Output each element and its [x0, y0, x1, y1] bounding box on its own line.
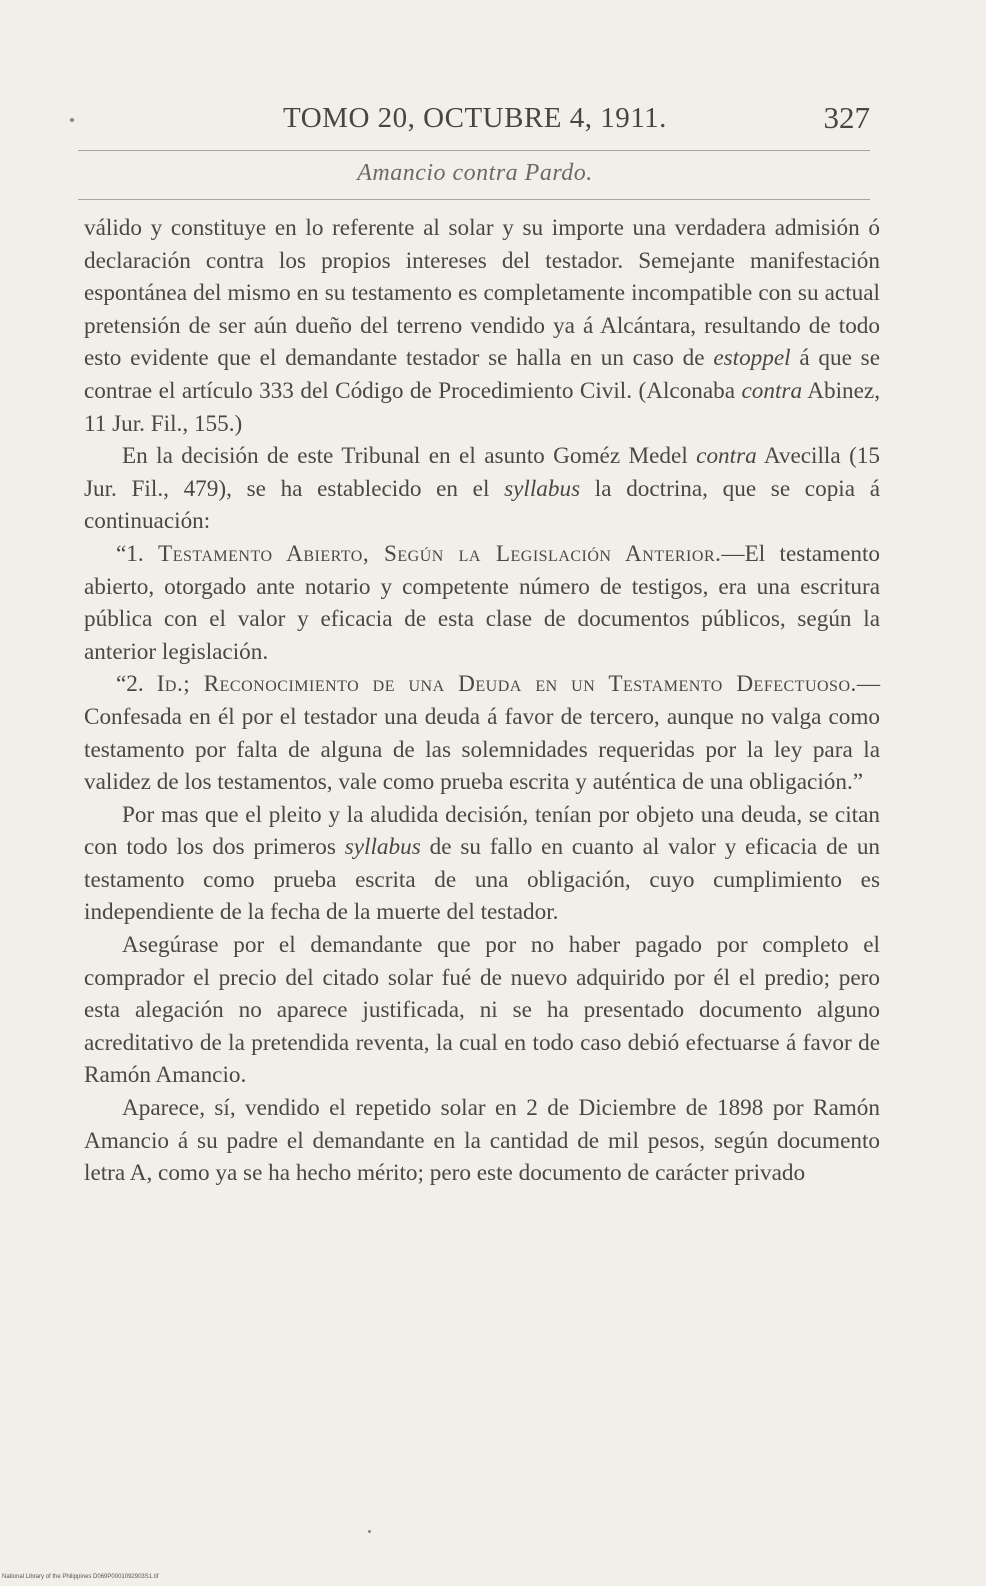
syllabus-item-1: [84, 538, 880, 668]
paragraph-6: [84, 929, 880, 1092]
paragraph-1-italic-b: contra: [741, 377, 803, 404]
paragraph-5: [84, 799, 880, 929]
page-number: 327: [823, 100, 870, 135]
running-head: [80, 100, 870, 142]
syllabus-item-2-number: “2.: [116, 671, 157, 698]
running-title: TOMO 20, OCTUBRE 4, 1911.: [283, 102, 667, 134]
paragraph-5-text-b: de su fallo en cuanto al valor y eficacia de un testamento como prueba escrita de una obligación, cuyo cumplimiento es independiente de la fecha de la muerte del testador.: [84, 834, 881, 926]
case-title: Amancio contra Pardo.: [357, 160, 593, 186]
paragraph-5-text-a: Por mas que el pleito y la aludida decisión, tenían por objeto una deuda, se citan con todo los dos primeros: [84, 801, 880, 861]
syllabus-item-2-heading: Id.; Reconocimiento de una Deuda en un Testamento Defectuoso.: [156, 671, 857, 698]
paragraph-1-text-a: válido y constituye en lo referente al solar y su importe una verdadera admisión ó declaración contra los propios intereses del testador. Semejante manifestación espontánea del mismo en su testamento es completamente incompatible con su actual pretensión de ser aún dueño del terreno vendido ya á Alcántara, resultando de todo esto evidente que el demandante testador se halla en un caso de: [84, 215, 880, 372]
header-rule-top: [78, 150, 870, 151]
paragraph-2-text-b: Avecilla (15 Jur. Fil., 479), se ha establecido en el: [84, 443, 880, 502]
syllabus-item-1-number: “1.: [116, 540, 159, 567]
paragraph-2-text-a: En la decisión de este Tribunal en el asunto Goméz Medel: [122, 443, 697, 470]
paragraph-6-text: Asegúrase por el demandante que por no haber pagado por completo el comprador el precio del citado solar fué de nuevo adquirido por él el predio; pero esta alegación no aparece justificada, ni se ha presentado documento alguno acreditativo de la pretendida reventa, la cual en todo caso debió efectuarse á favor de Ramón Amancio.: [84, 932, 880, 1089]
paragraph-2-italic-b: syllabus: [504, 475, 581, 502]
paragraph-1-text-c: Abinez, 11 Jur. Fil., 155.): [84, 377, 880, 437]
syllabus-item-2-text: —Confesada en él por el testador una deuda á favor de tercero, aunque no valga como testamento por falta de alguna de las solemnidades requeridas por la ley para la validez de los testamentos, vale como prueba escrita y auténtica de una obligación.”: [84, 671, 880, 796]
bottom-speck: [368, 1530, 371, 1533]
margin-speck: [70, 118, 74, 122]
body-text: [84, 212, 880, 1190]
paragraph-2-text-c: la doctrina, que se copia á continuación:: [84, 475, 880, 535]
paragraph-7: [84, 1092, 880, 1190]
paragraph-2: [84, 440, 880, 538]
paragraph-1: [84, 212, 880, 440]
scan-source-line: National Library of the Philippines D069P0001092903S1.tif: [2, 1574, 159, 1580]
paragraph-5-italic-a: syllabus: [344, 834, 421, 861]
header-rule-bottom: [78, 199, 870, 200]
paragraph-2-italic-a: contra: [696, 443, 757, 470]
syllabus-item-2: [84, 668, 880, 798]
paragraph-7-text: Aparece, sí, vendido el repetido solar en 2 de Diciembre de 1898 por Ramón Amancio á su padre el demandante en la cantidad de mil pesos, según documento letra A, como ya se ha hecho mérito; pero este documento de carácter privado: [84, 1095, 880, 1187]
paragraph-1-text-b: á que se contrae el artículo 333 del Código de Procedimiento Civil. (Alconaba: [84, 345, 880, 404]
syllabus-item-1-heading: Testamento Abierto, Según la Legislación Anterior.: [158, 540, 722, 567]
syllabus-item-1-text: —El testamento abierto, otorgado ante notario y competente número de testigos, era una escritura pública con el valor y eficacia de esta clase de documentos públicos, según la anterior legislación.: [84, 540, 881, 665]
paragraph-1-italic-a: estoppel: [713, 345, 791, 372]
